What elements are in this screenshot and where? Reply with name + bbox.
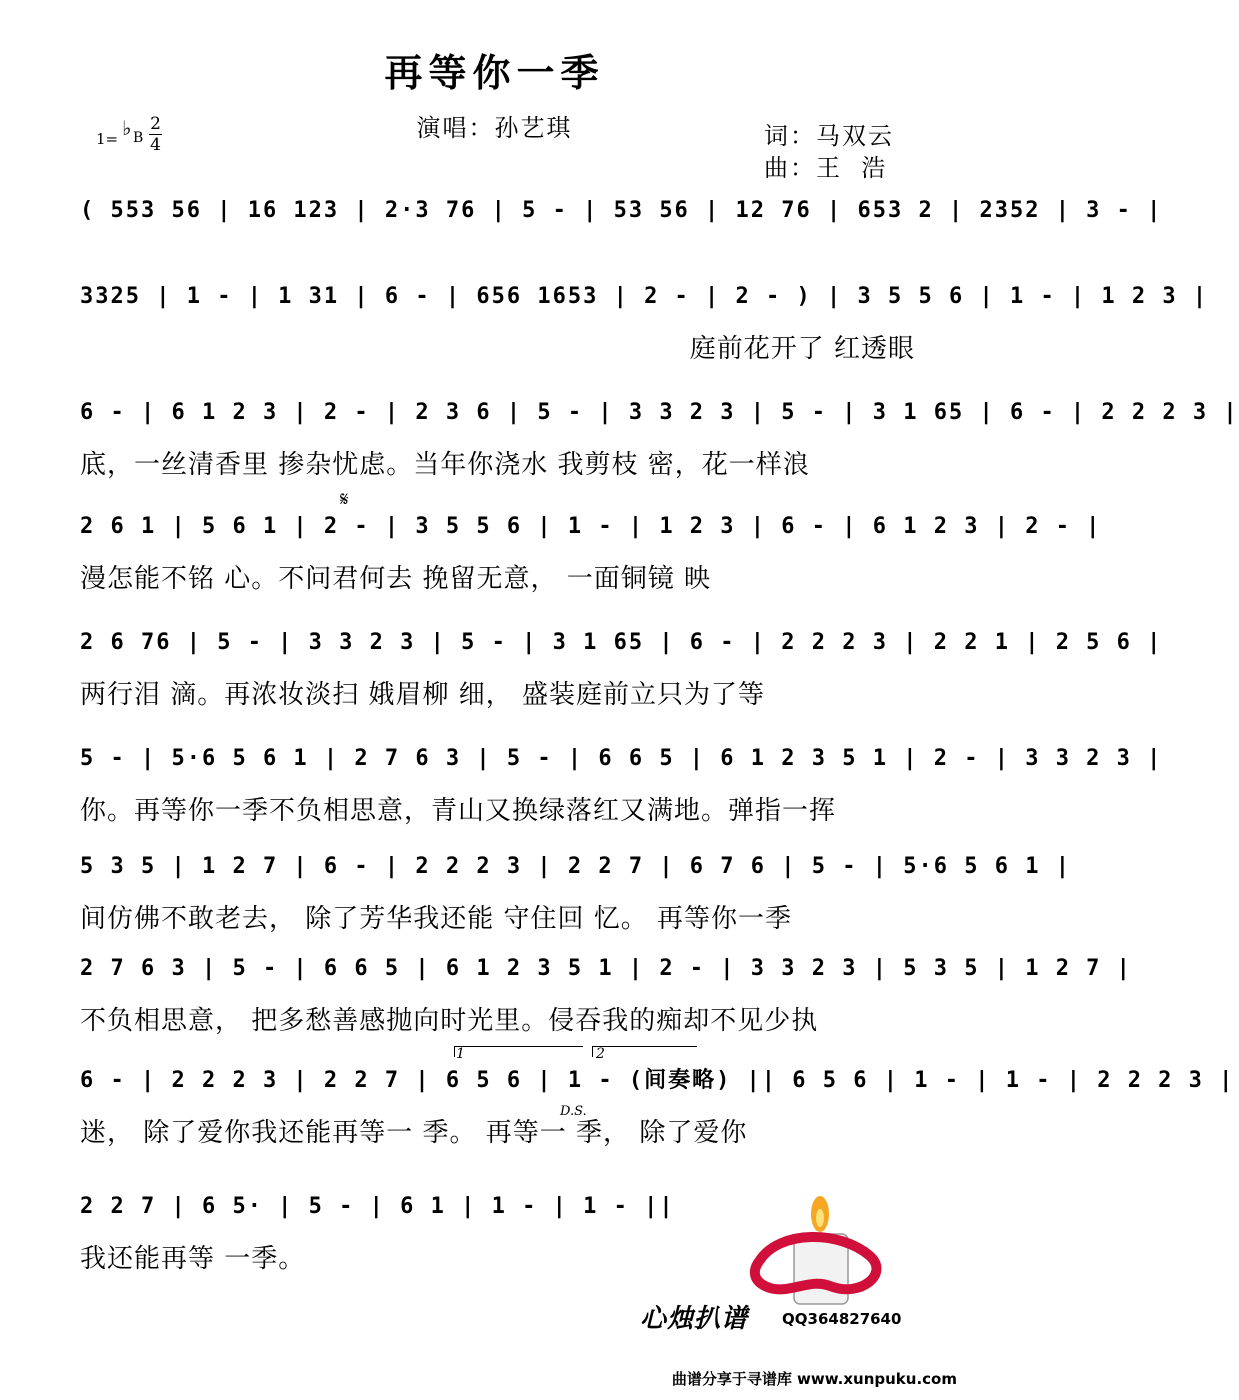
logo-text: 心烛扒谱 <box>640 1304 749 1334</box>
lyrics-line: 你。再等你一季不负相思意，青山又换绿落红又满地。弹指一挥 <box>80 796 837 826</box>
lyrics-line: 底，一丝清香里 掺杂忧虑。当年你浇水 我剪枝 密，花一样浪 <box>80 450 810 480</box>
notation-line: 2 6 76 | 5 - | 3 3 2 3 | 5 - | 3 1 65 | 6 - | 2 2 2 3 | 2 2 1 | 2 5 6 | <box>80 630 1163 655</box>
notation-line: 6 - | 2 2 2 3 | 2 2 7 | 6 5 6 | 1 - (间奏略) || 6 5 6 | 1 - | 1 - | 2 2 2 3 | <box>80 1068 1235 1093</box>
notation-line: 6 - | 6 1 2 3 | 2 - | 2 3 6 | 5 - | 3 3 2 3 | 5 - | 3 1 65 | 6 - | 2 2 2 3 | <box>80 400 1239 425</box>
footer-source: 曲谱分享于寻谱库 www.xunpuku.com <box>671 1370 957 1388</box>
notation-line: ( 553 56 | 16 123 | 2·3 76 | 5 - | 53 56 | 12 76 | 653 2 | 2352 | 3 - | <box>80 198 1163 223</box>
credits <box>764 120 894 184</box>
notation-line: 5 - | 5·6 5 6 1 | 2 7 6 3 | 5 - | 6 6 5 | 6 1 2 3 5 1 | 2 - | 3 3 2 3 | <box>80 746 1163 771</box>
lyrics-line: 漫怎能不铭 心。不问君何去 挽留无意， 一面铜镜 映 <box>80 564 712 594</box>
flat-icon: ♭ <box>122 116 132 140</box>
lyrics-line: 间仿佛不敢老去， 除了芳华我还能 守住回 忆。 再等你一季 <box>80 904 793 934</box>
time-signature <box>149 114 162 155</box>
notation-line: 3325 | 1 - | 1 31 | 6 - | 656 1653 | 2 - | 2 - ) | 3 5 5 6 | 1 - | 1 2 3 | <box>80 284 1209 309</box>
notation-line: 2 2 7 | 6 5· | 5 - | 6 1 | 1 - | 1 - || <box>80 1194 675 1219</box>
key-prefix: 1= <box>96 130 119 148</box>
lyricist-credit: 词：马双云 <box>764 122 894 150</box>
page-title: 再等你一季 <box>384 50 605 95</box>
time-bottom: 4 <box>150 135 161 155</box>
logo-qq: QQ364827640 <box>782 1310 902 1328</box>
time-top: 2 <box>150 114 161 134</box>
volta-bracket-2 <box>592 1046 697 1057</box>
composer-credit: 曲：王 浩 <box>764 154 888 182</box>
lyrics-line: 迷， 除了爱你我还能再等一 季。 再等一 季， 除了爱你 <box>80 1118 748 1148</box>
notation-line: 5 3 5 | 1 2 7 | 6 - | 2 2 2 3 | 2 2 7 | 6 7 6 | 5 - | 5·6 5 6 1 | <box>80 854 1071 879</box>
lyrics-line: 庭前花开了 红透眼 <box>689 334 915 364</box>
singer-credit: 演唱：孙艺琪 <box>416 114 573 142</box>
volta-bracket-1 <box>454 1046 583 1057</box>
key-note: B <box>133 130 144 146</box>
notation-line: 2 7 6 3 | 5 - | 6 6 5 | 6 1 2 3 5 1 | 2 - | 3 3 2 3 | 5 3 5 | 1 2 7 | <box>80 956 1132 981</box>
volta-2-label: 2 <box>596 1046 605 1062</box>
segno-mark: 𝄋 <box>340 487 349 511</box>
notation-line: 2 6 1 | 5 6 1 | 2 - | 3 5 5 6 | 1 - | 1 2 3 | 6 - | 6 1 2 3 | 2 - | <box>80 514 1102 539</box>
lyrics-line: 我还能再等 一季。 <box>80 1244 306 1274</box>
ds-mark: D.S. <box>560 1104 587 1119</box>
key-signature <box>96 112 216 162</box>
lyrics-line: 两行泪 滴。再浓妆淡扫 娥眉柳 细， 盛装庭前立只为了等 <box>80 680 766 710</box>
lyrics-line: 不负相思意， 把多愁善感抛向时光里。侵吞我的痴却不见少执 <box>80 1006 819 1036</box>
volta-1-label: 1 <box>456 1046 465 1062</box>
